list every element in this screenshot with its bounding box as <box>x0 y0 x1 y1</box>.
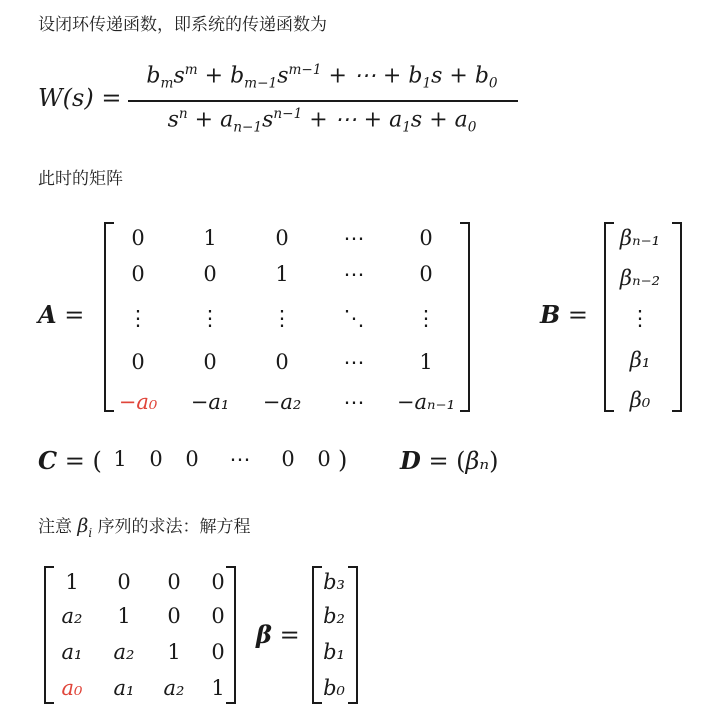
eq-rhs-left-bracket <box>312 566 322 704</box>
matrix-a-cell: 0 <box>275 350 289 374</box>
matrix-b-cell: βₙ₋₁ <box>619 226 661 250</box>
beta-heading <box>38 512 251 540</box>
matrix-b-cell: β₀ <box>629 388 651 412</box>
matrix-b-cell: βₙ₋₂ <box>619 266 661 290</box>
matrix-c-cell: 0 <box>185 447 199 471</box>
matrix-c-symbol: C <box>38 446 58 475</box>
matrix-a-cell: 0 <box>275 226 289 250</box>
matrix-b-symbol: B <box>540 300 561 329</box>
matrix-a-cell: 0 <box>419 262 433 286</box>
eq-lhs-left-bracket <box>44 566 54 704</box>
transfer-lhs-text: W(s) = <box>38 84 122 112</box>
eq-lhs-cell: 1 <box>117 604 131 628</box>
matrix-a-cell: 0 <box>203 262 217 286</box>
transfer-numerator: $b_ms^m + b_{m-1}s^{m-1}$ + ⋯ + $b_1s + b_0$ <box>146 62 498 92</box>
matrix-b-cell: β₁ <box>629 348 651 372</box>
eq-lhs-cell: a₀ <box>61 676 83 700</box>
matrix-a-cell: ⋯ <box>343 350 365 374</box>
matrix-b-left-bracket <box>604 222 614 412</box>
matrix-c-label: C = ( <box>38 446 102 475</box>
matrix-d-symbol: D <box>400 446 421 475</box>
matrix-a-cell: 0 <box>131 350 145 374</box>
fraction-bar <box>128 100 518 102</box>
eq-rhs-cell: b₂ <box>323 604 345 628</box>
eq-lhs-cell: 0 <box>211 640 225 664</box>
beta-heading-sub: i <box>88 525 93 540</box>
matrix-a-cell: −a₁ <box>190 390 230 414</box>
eq-rhs-right-bracket <box>348 566 358 704</box>
matrix-a-cell: ⋮ <box>199 306 221 330</box>
matrix-d-label: D = (βₙ) <box>400 446 499 475</box>
eq-lhs-right-bracket <box>226 566 236 704</box>
beta-heading-symbol: β <box>77 515 89 537</box>
matrix-a-right-bracket <box>460 222 470 412</box>
matrix-a-cell: 0 <box>131 262 145 286</box>
matrix-a-cell: 0 <box>203 350 217 374</box>
eq-lhs-cell: 0 <box>167 604 181 628</box>
eq-beta-label: β = <box>256 620 300 649</box>
eq-lhs-cell: a₂ <box>163 676 185 700</box>
matrix-a-cell: ⋮ <box>127 306 149 330</box>
eq-lhs-cell: a₁ <box>61 640 83 664</box>
matrix-a-cell: −a₂ <box>262 390 302 414</box>
eq-lhs-cell: 1 <box>167 640 181 664</box>
matrix-a-cell: ⋮ <box>415 306 437 330</box>
matrix-a-cell: 0 <box>419 226 433 250</box>
matrix-heading: 此时的矩阵 <box>38 169 123 189</box>
eq-lhs-cell: 0 <box>117 570 131 594</box>
eq-lhs-cell: a₁ <box>113 676 135 700</box>
matrix-a-label: A = <box>38 300 85 329</box>
eq-lhs-cell: 0 <box>167 570 181 594</box>
matrix-a-cell: ⋱ <box>343 306 365 330</box>
eq-lhs-cell: a₂ <box>61 604 83 628</box>
eq-lhs-cell: a₂ <box>113 640 135 664</box>
eq-lhs-cell: 1 <box>65 570 79 594</box>
matrix-a-cell: 1 <box>419 350 433 374</box>
matrix-a-cell: 1 <box>275 262 289 286</box>
matrix-c-cell: 0 <box>281 447 295 471</box>
eq-rhs-cell: b₀ <box>323 676 345 700</box>
matrix-b-label: B = <box>540 300 589 329</box>
eq-lhs-cell: 1 <box>211 676 225 700</box>
matrix-c-cell: 0 <box>317 447 331 471</box>
matrix-a-cell: −aₙ₋₁ <box>396 390 456 414</box>
matrix-a-cell: ⋯ <box>343 262 365 286</box>
matrix-c-cell: 0 <box>149 447 163 471</box>
matrix-a-left-bracket <box>104 222 114 412</box>
matrix-d-entry: βₙ <box>465 447 490 475</box>
matrix-c-close-paren: ) <box>338 446 348 474</box>
eq-rhs-cell: b₃ <box>323 570 345 594</box>
matrix-a-cell: 0 <box>131 226 145 250</box>
eq-lhs-cell: 0 <box>211 604 225 628</box>
matrix-b-right-bracket <box>672 222 682 412</box>
beta-heading-pre: 注意 <box>38 517 72 537</box>
beta-heading-post: 序列的求法：解方程 <box>97 517 251 537</box>
matrix-c-cell: ⋯ <box>229 447 251 471</box>
matrix-a-cell: ⋯ <box>343 226 365 250</box>
eq-lhs-cell: 0 <box>211 570 225 594</box>
matrix-a-cell: ⋮ <box>271 306 293 330</box>
matrix-b-cell: ⋮ <box>629 306 651 330</box>
eq-beta-symbol: β <box>256 620 272 649</box>
matrix-a-cell: −a₀ <box>118 390 158 414</box>
transfer-function-lhs <box>38 84 121 112</box>
matrix-a-symbol: A <box>38 300 57 329</box>
transfer-denominator: $s^n + a_{n-1}s^{n-1}$ + ⋯ + $a_1s + a_0$ <box>167 106 477 136</box>
matrix-c-cell: 1 <box>113 447 127 471</box>
eq-rhs-cell: b₁ <box>323 640 345 664</box>
matrix-a-cell: ⋯ <box>343 390 365 414</box>
matrix-a-cell: 1 <box>203 226 217 250</box>
intro-heading: 设闭环传递函数，即系统的传递函数为 <box>38 15 327 35</box>
